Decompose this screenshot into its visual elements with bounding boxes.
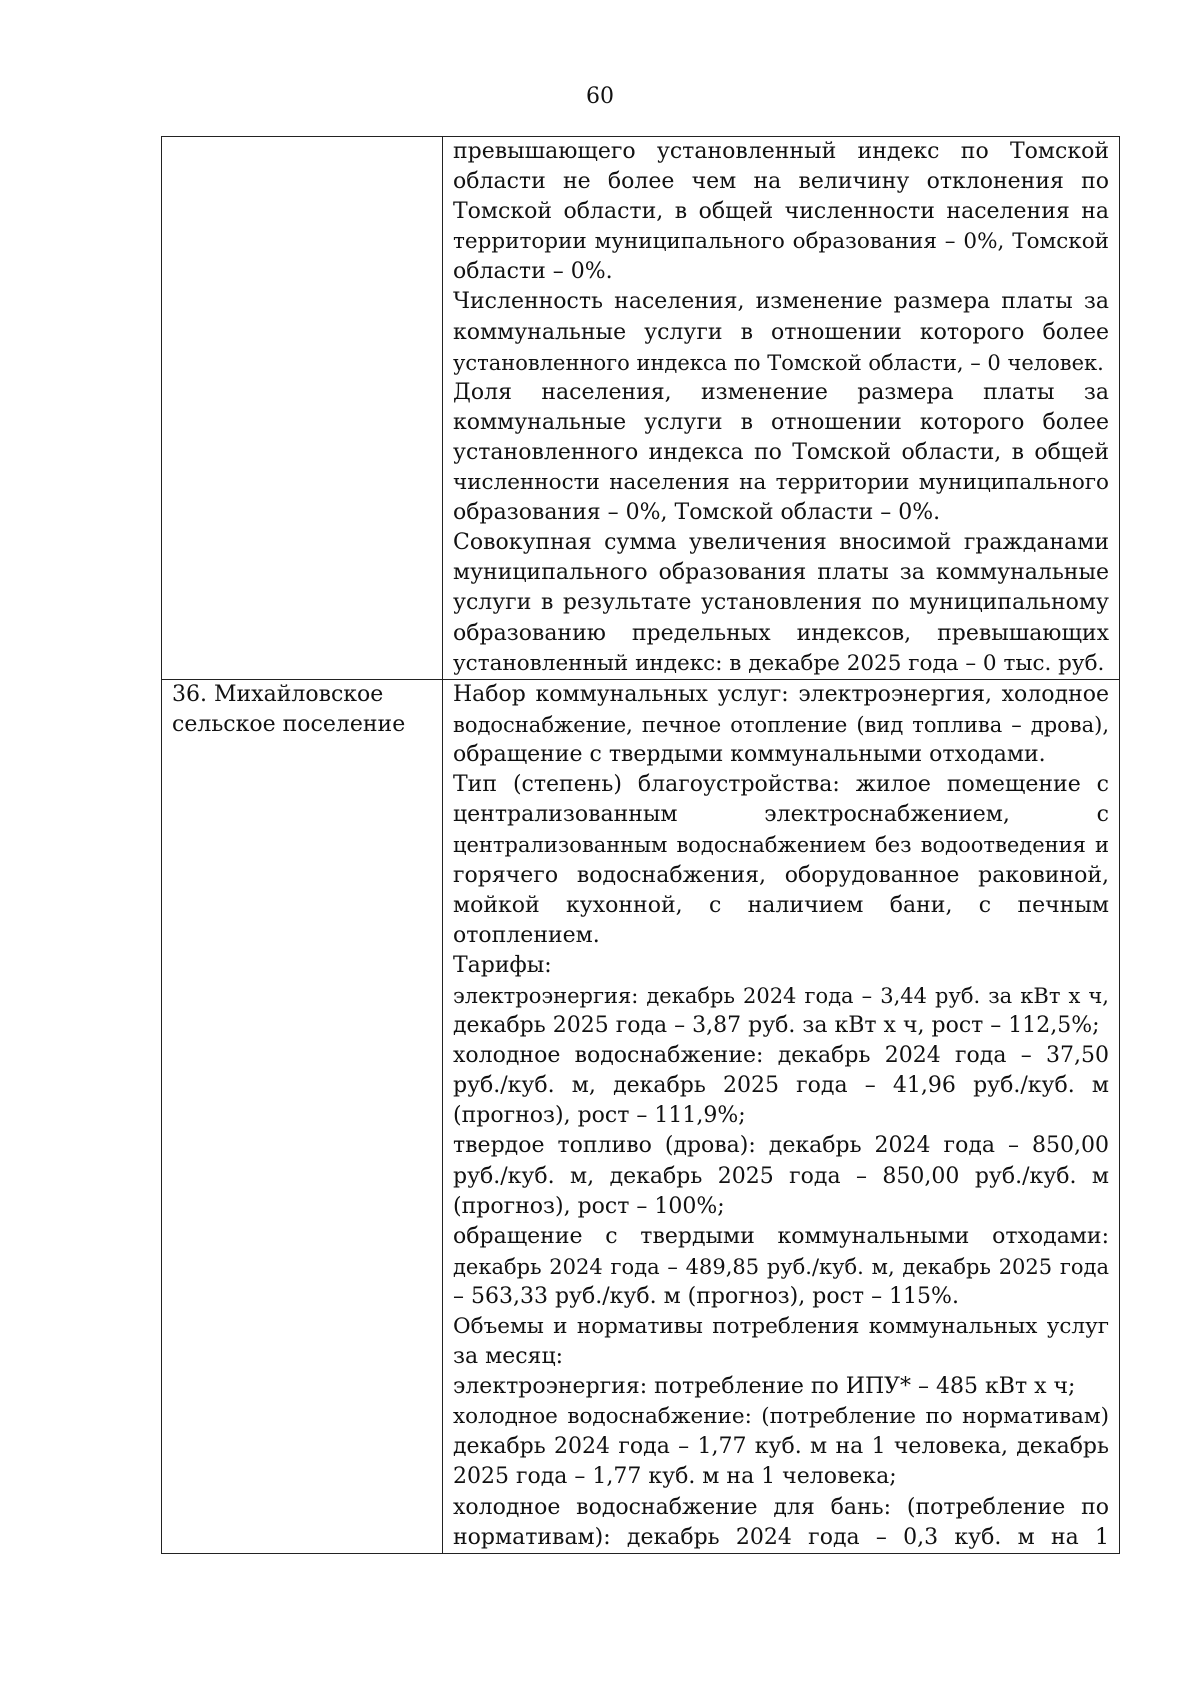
paragraph bbox=[453, 680, 1109, 770]
text-line: области – 0%. bbox=[453, 259, 613, 285]
text-line: Тип (степень) благоустройства: жилое помещение с bbox=[453, 772, 1109, 798]
text-line: услуги в результате установления по муниципальному bbox=[453, 590, 1109, 616]
paragraph bbox=[453, 981, 1109, 1041]
text-line: установленного индекса по Томской области, в общей bbox=[453, 439, 1109, 465]
text-line: декабрь 2025 года – 3,87 руб. за кВт х ч, рост – 112,5%; bbox=[453, 1013, 1100, 1039]
text-line: водоснабжение, печное отопление (вид топлива – дрова), bbox=[453, 713, 1109, 738]
paragraph bbox=[453, 137, 1109, 287]
text-line: за месяц: bbox=[453, 1344, 563, 1370]
text-line: твердое топливо (дрова): декабрь 2024 года – 850,00 bbox=[453, 1133, 1109, 1159]
paragraph bbox=[453, 1222, 1109, 1312]
paragraph bbox=[453, 951, 1109, 981]
paragraph bbox=[453, 1312, 1109, 1372]
text-line: численности населения на территории муниципального bbox=[453, 470, 1109, 496]
text-line: холодное водоснабжение: декабрь 2024 года – 37,50 bbox=[453, 1043, 1109, 1069]
text-line: руб./куб. м, декабрь 2025 года – 41,96 руб./куб. м bbox=[453, 1073, 1109, 1099]
paragraph bbox=[453, 1493, 1109, 1553]
text-line: декабрь 2024 года – 1,77 куб. м на 1 человека, декабрь bbox=[453, 1434, 1109, 1460]
table-row bbox=[162, 680, 1120, 1554]
text-line: 2025 года – 1,77 куб. м на 1 человека; bbox=[453, 1464, 897, 1490]
paragraph bbox=[453, 287, 1109, 377]
paragraph bbox=[453, 770, 1109, 951]
description-cell bbox=[443, 680, 1120, 1554]
text-line: централизованным электроснабжением, с bbox=[453, 802, 1109, 828]
text-line: коммунальные услуги в отношении которого более bbox=[453, 409, 1109, 435]
text-line: (прогноз), рост – 100%; bbox=[453, 1193, 725, 1219]
text-line: Набор коммунальных услуг: электроэнергия, холодное bbox=[453, 682, 1109, 707]
municipality-name-line: сельское поселение bbox=[172, 712, 406, 738]
text-line: коммунальные услуги в отношении которого более bbox=[453, 319, 1109, 345]
document-table bbox=[161, 136, 1120, 1554]
text-line: территории муниципального образования – 0%, Томской bbox=[453, 229, 1109, 255]
text-line: холодное водоснабжение: (потребление по нормативам) bbox=[453, 1404, 1109, 1430]
paragraph bbox=[453, 1372, 1109, 1402]
text-line: холодное водоснабжение для бань: (потребление по bbox=[453, 1494, 1109, 1520]
text-line: Численность населения, изменение размера платы за bbox=[453, 289, 1109, 315]
paragraph bbox=[453, 1041, 1109, 1131]
municipality-cell bbox=[162, 680, 443, 1554]
paragraph bbox=[453, 378, 1109, 528]
description-cell bbox=[443, 137, 1120, 680]
table-row bbox=[162, 137, 1120, 680]
text-line: централизованным водоснабжением без водоотведения и bbox=[453, 833, 1109, 858]
text-line: электроэнергия: потребление по ИПУ* – 485 кВт х ч; bbox=[453, 1374, 1076, 1400]
text-line: установленного индекса по Томской области, – 0 человек. bbox=[453, 350, 1104, 375]
municipality-cell bbox=[162, 137, 443, 680]
text-line: (прогноз), рост – 111,9%; bbox=[453, 1103, 746, 1129]
text-line: горячего водоснабжения, оборудованное раковиной, bbox=[453, 862, 1109, 888]
text-line: муниципального образования платы за коммунальные bbox=[453, 560, 1109, 586]
text-line: превышающего установленный индекс по Томской bbox=[453, 139, 1109, 164]
text-line: декабрь 2024 года – 489,85 руб./куб. м, декабрь 2025 года bbox=[453, 1254, 1109, 1279]
text-line: Томской области, в общей численности населения на bbox=[453, 199, 1109, 225]
text-line: установленный индекс: в декабре 2025 года – 0 тыс. руб. bbox=[453, 650, 1105, 676]
text-line: Тарифы: bbox=[453, 952, 552, 978]
text-line: обращение с твердыми коммунальными отходами. bbox=[453, 742, 1046, 768]
text-line: – 563,33 руб./куб. м (прогноз), рост – 115%. bbox=[453, 1283, 959, 1309]
text-line: образованию предельных индексов, превышающих bbox=[453, 620, 1109, 646]
text-line: образования – 0%, Томской области – 0%. bbox=[453, 500, 941, 526]
text-line: отоплением. bbox=[453, 922, 600, 948]
page-number: 60 bbox=[586, 84, 614, 109]
text-line: области не более чем на величину отклонения по bbox=[453, 169, 1109, 195]
paragraph bbox=[453, 1402, 1109, 1492]
text-line: обращение с твердыми коммунальными отходами: bbox=[453, 1223, 1109, 1249]
text-line: Объемы и нормативы потребления коммунальных услуг bbox=[453, 1313, 1109, 1339]
text-line: мойкой кухонной, с наличием бани, с печным bbox=[453, 892, 1109, 918]
paragraph bbox=[453, 1131, 1109, 1221]
text-line: нормативам): декабрь 2024 года – 0,3 куб. м на 1 bbox=[453, 1524, 1109, 1550]
text-line: Доля населения, изменение размера платы за bbox=[453, 379, 1109, 405]
municipality-name-line: 36. Михайловское bbox=[172, 682, 384, 707]
paragraph bbox=[453, 528, 1109, 678]
text-line: электроэнергия: декабрь 2024 года – 3,44 руб. за кВт х ч, bbox=[453, 983, 1109, 1008]
text-line: Совокупная сумма увеличения вносимой гражданами bbox=[453, 530, 1109, 556]
text-line: руб./куб. м, декабрь 2025 года – 850,00 руб./куб. м bbox=[453, 1163, 1109, 1189]
